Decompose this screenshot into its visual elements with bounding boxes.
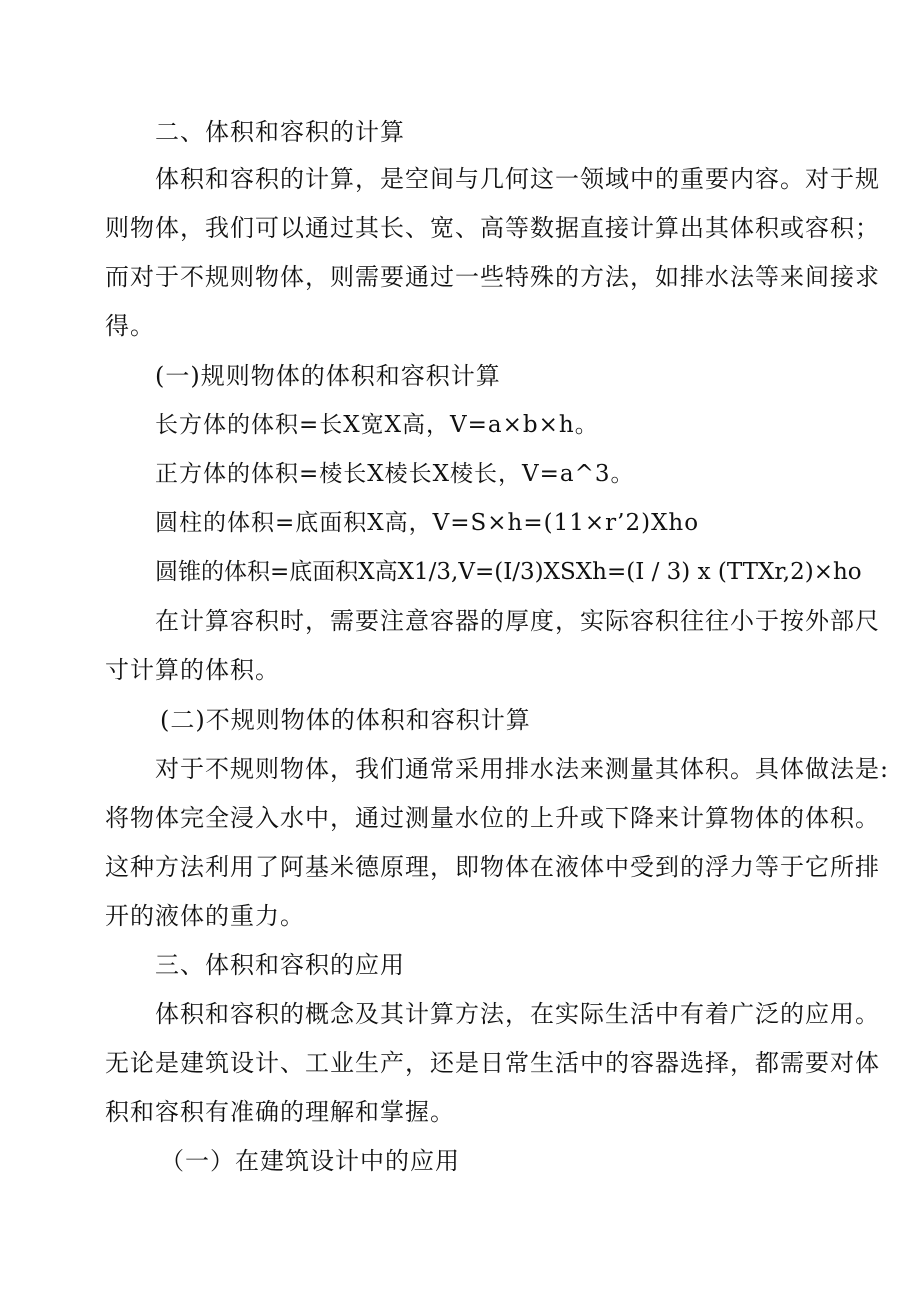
formula-line: 正方体的体积=棱长X棱长X棱长，V=a^3。 <box>155 461 635 487</box>
subsection-heading: (二)不规则物体的体积和容积计算 <box>160 706 531 734</box>
paragraph-line: 体积和容积的计算，是空间与几何这一领域中的重要内容。对于规 <box>155 165 880 193</box>
section-heading: 二、体积和容积的计算 <box>155 118 405 146</box>
formula-line: 长方体的体积=长X宽X高，V=a×b×h。 <box>155 412 599 438</box>
section-heading: 三、体积和容积的应用 <box>155 951 405 979</box>
paragraph-line: 在计算容积时，需要注意容器的厚度，实际容积往往小于按外部尺 <box>155 607 880 635</box>
paragraph-line: 将物体完全浸入水中，通过测量水位的上升或下降来计算物体的体积。 <box>105 804 880 832</box>
paragraph-line: 无论是建筑设计、工业生产，还是日常生活中的容器选择，都需要对体 <box>105 1049 880 1077</box>
paragraph-line: 则物体，我们可以通过其长、宽、高等数据直接计算出其体积或容积； <box>105 214 880 242</box>
formula-line: 圆锥的体积=底面积X高X1/3,V=(I/3)XSXh=(I / 3) x (TTXr,2)×ho <box>155 559 862 585</box>
paragraph-line: 得。 <box>105 312 155 340</box>
paragraph-line: 开的液体的重力。 <box>105 902 305 930</box>
paragraph-line: 而对于不规则物体，则需要通过一些特殊的方法，如排水法等来间接求 <box>105 263 880 291</box>
subsection-heading: (一)规则物体的体积和容积计算 <box>155 362 501 390</box>
subsection-heading: （一）在建筑设计中的应用 <box>160 1147 460 1175</box>
paragraph-line: 对于不规则物体，我们通常采用排水法来测量其体积。具体做法是: <box>155 755 890 783</box>
paragraph-line: 这种方法利用了阿基米德原理，即物体在液体中受到的浮力等于它所排 <box>105 853 880 881</box>
paragraph-line: 体积和容积的概念及其计算方法，在实际生活中有着广泛的应用。 <box>155 1000 880 1028</box>
paragraph-line: 积和容积有准确的理解和掌握。 <box>105 1098 455 1126</box>
formula-line: 圆柱的体积=底面积X高，V=S×h=(11×r’2)Xho <box>155 510 700 536</box>
paragraph-line: 寸计算的体积。 <box>105 656 280 684</box>
